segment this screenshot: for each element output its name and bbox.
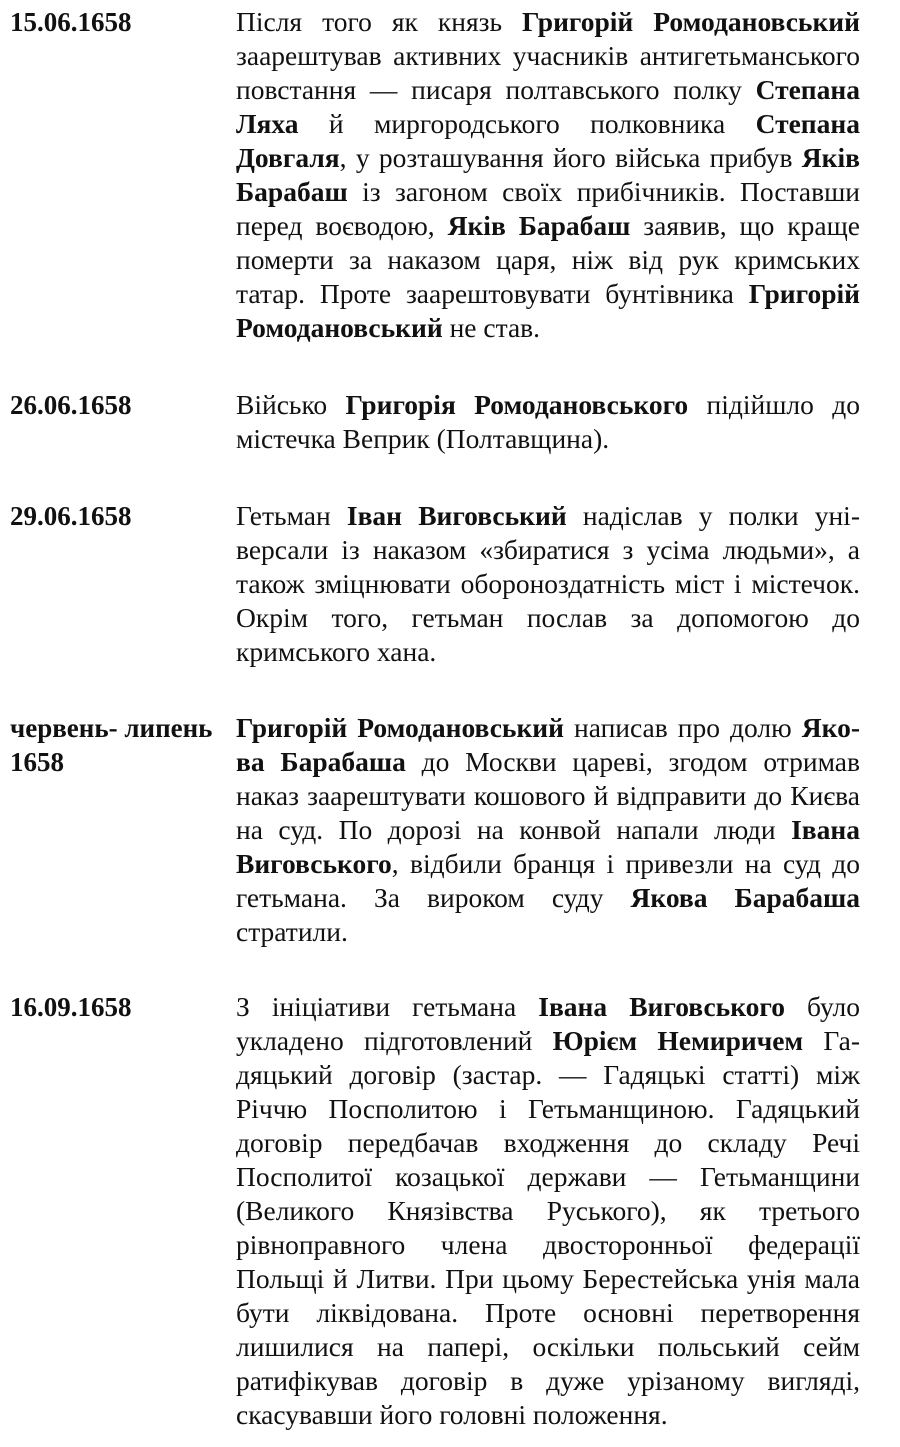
- text-run: підійшло до містечка Веприк (Полтавщина).: [236, 389, 860, 454]
- entry-text: [236, 5, 860, 345]
- entry-text: [236, 711, 860, 949]
- text-run: із загоном своїх прибічників. Поставши перед воєводою,: [236, 176, 860, 241]
- bold-name: Григорія Ромодановського: [345, 389, 689, 420]
- entry-date: 29.06.1658: [10, 501, 132, 531]
- bold-name: Яків Барабаш: [447, 210, 631, 241]
- text-run: , у розташування його війська прибув: [339, 142, 802, 173]
- text-run: було укладено підготовлений: [236, 991, 860, 1056]
- bold-name: Іван Виговський: [346, 500, 567, 531]
- bold-name: Степана Довгаля: [236, 108, 860, 173]
- text-run: Військо: [236, 389, 346, 420]
- text-run: З ініціативи гетьмана: [236, 991, 539, 1022]
- bold-name: Якова Барабаша: [236, 712, 860, 777]
- bold-name: Григорій Ромодановський: [522, 6, 860, 37]
- text-run: надіслав у полки універсали із наказом «збиратися з усіма людьми», а також зміцнювати обороноздатність міст і містечок. Окрім того, гетьман послав за допомогою до кримського хана.: [236, 500, 860, 667]
- text-run: заарештував активних учасників антигетьманського повстання — писаря полтавського полку: [236, 40, 860, 105]
- entry-text: [236, 990, 860, 1432]
- text-run: , відбили бранця і привезли на суд до гетьмана. За вироком суду: [236, 848, 860, 913]
- bold-name: Якова Барабаша: [630, 882, 861, 913]
- bold-name: Яків Барабаш: [236, 142, 860, 207]
- text-run: стратили.: [236, 916, 348, 947]
- bold-name: Григорій Ромодановський: [236, 278, 860, 343]
- text-run: не став.: [442, 312, 541, 343]
- entry-date: 26.06.1658: [10, 390, 132, 420]
- bold-name: Степана Ляха: [236, 74, 860, 139]
- entry-date: червень- липень 1658: [10, 713, 213, 777]
- entry-date: 16.09.1658: [10, 992, 132, 1022]
- text-run: Гадяцький договір (застар. — Гадяцькі статті) між Річчю Посполитою і Гетьманщиною. Гадяцький договір передбачав входження до складу Речі Посполитої козацької держави — Гетьманщини (Великого Князівства Руського), як третього рівноправного члена двосторонньої федерації Польщі й Литви. При цьому Берестейська унія мала бути ліквідована. Проте основні перетворення лишилися на папері, оскільки польський сейм ратифікував договір в дуже урізаному вигляді, скасувавши його головні положення.: [236, 1025, 860, 1430]
- text-run: заявив, що краще померти за наказом царя, ніж від рук кримських татар. Проте заарештовувати бунтівника: [236, 210, 861, 309]
- bold-name: Івана Виговського: [236, 814, 860, 879]
- text-run: Гетьман: [236, 500, 347, 531]
- text-run: Після того як князь: [236, 6, 523, 37]
- bold-name: Юрієм Немиричем: [552, 1025, 804, 1056]
- entry-text: [236, 499, 860, 669]
- text-run: написав про долю: [563, 712, 802, 743]
- bold-name: Івана Виговського: [538, 991, 785, 1022]
- bold-name: Григорій Ромодановський: [236, 712, 564, 743]
- text-run: й миргородського полковника: [298, 108, 756, 139]
- entry-text: [236, 388, 860, 456]
- entry-date: 15.06.1658: [10, 7, 132, 37]
- text-run: до Москви цареві, згодом отримав наказ заарештувати кошового й відправити до Києва на суд. По дорозі на конвой напали люди: [236, 746, 860, 845]
